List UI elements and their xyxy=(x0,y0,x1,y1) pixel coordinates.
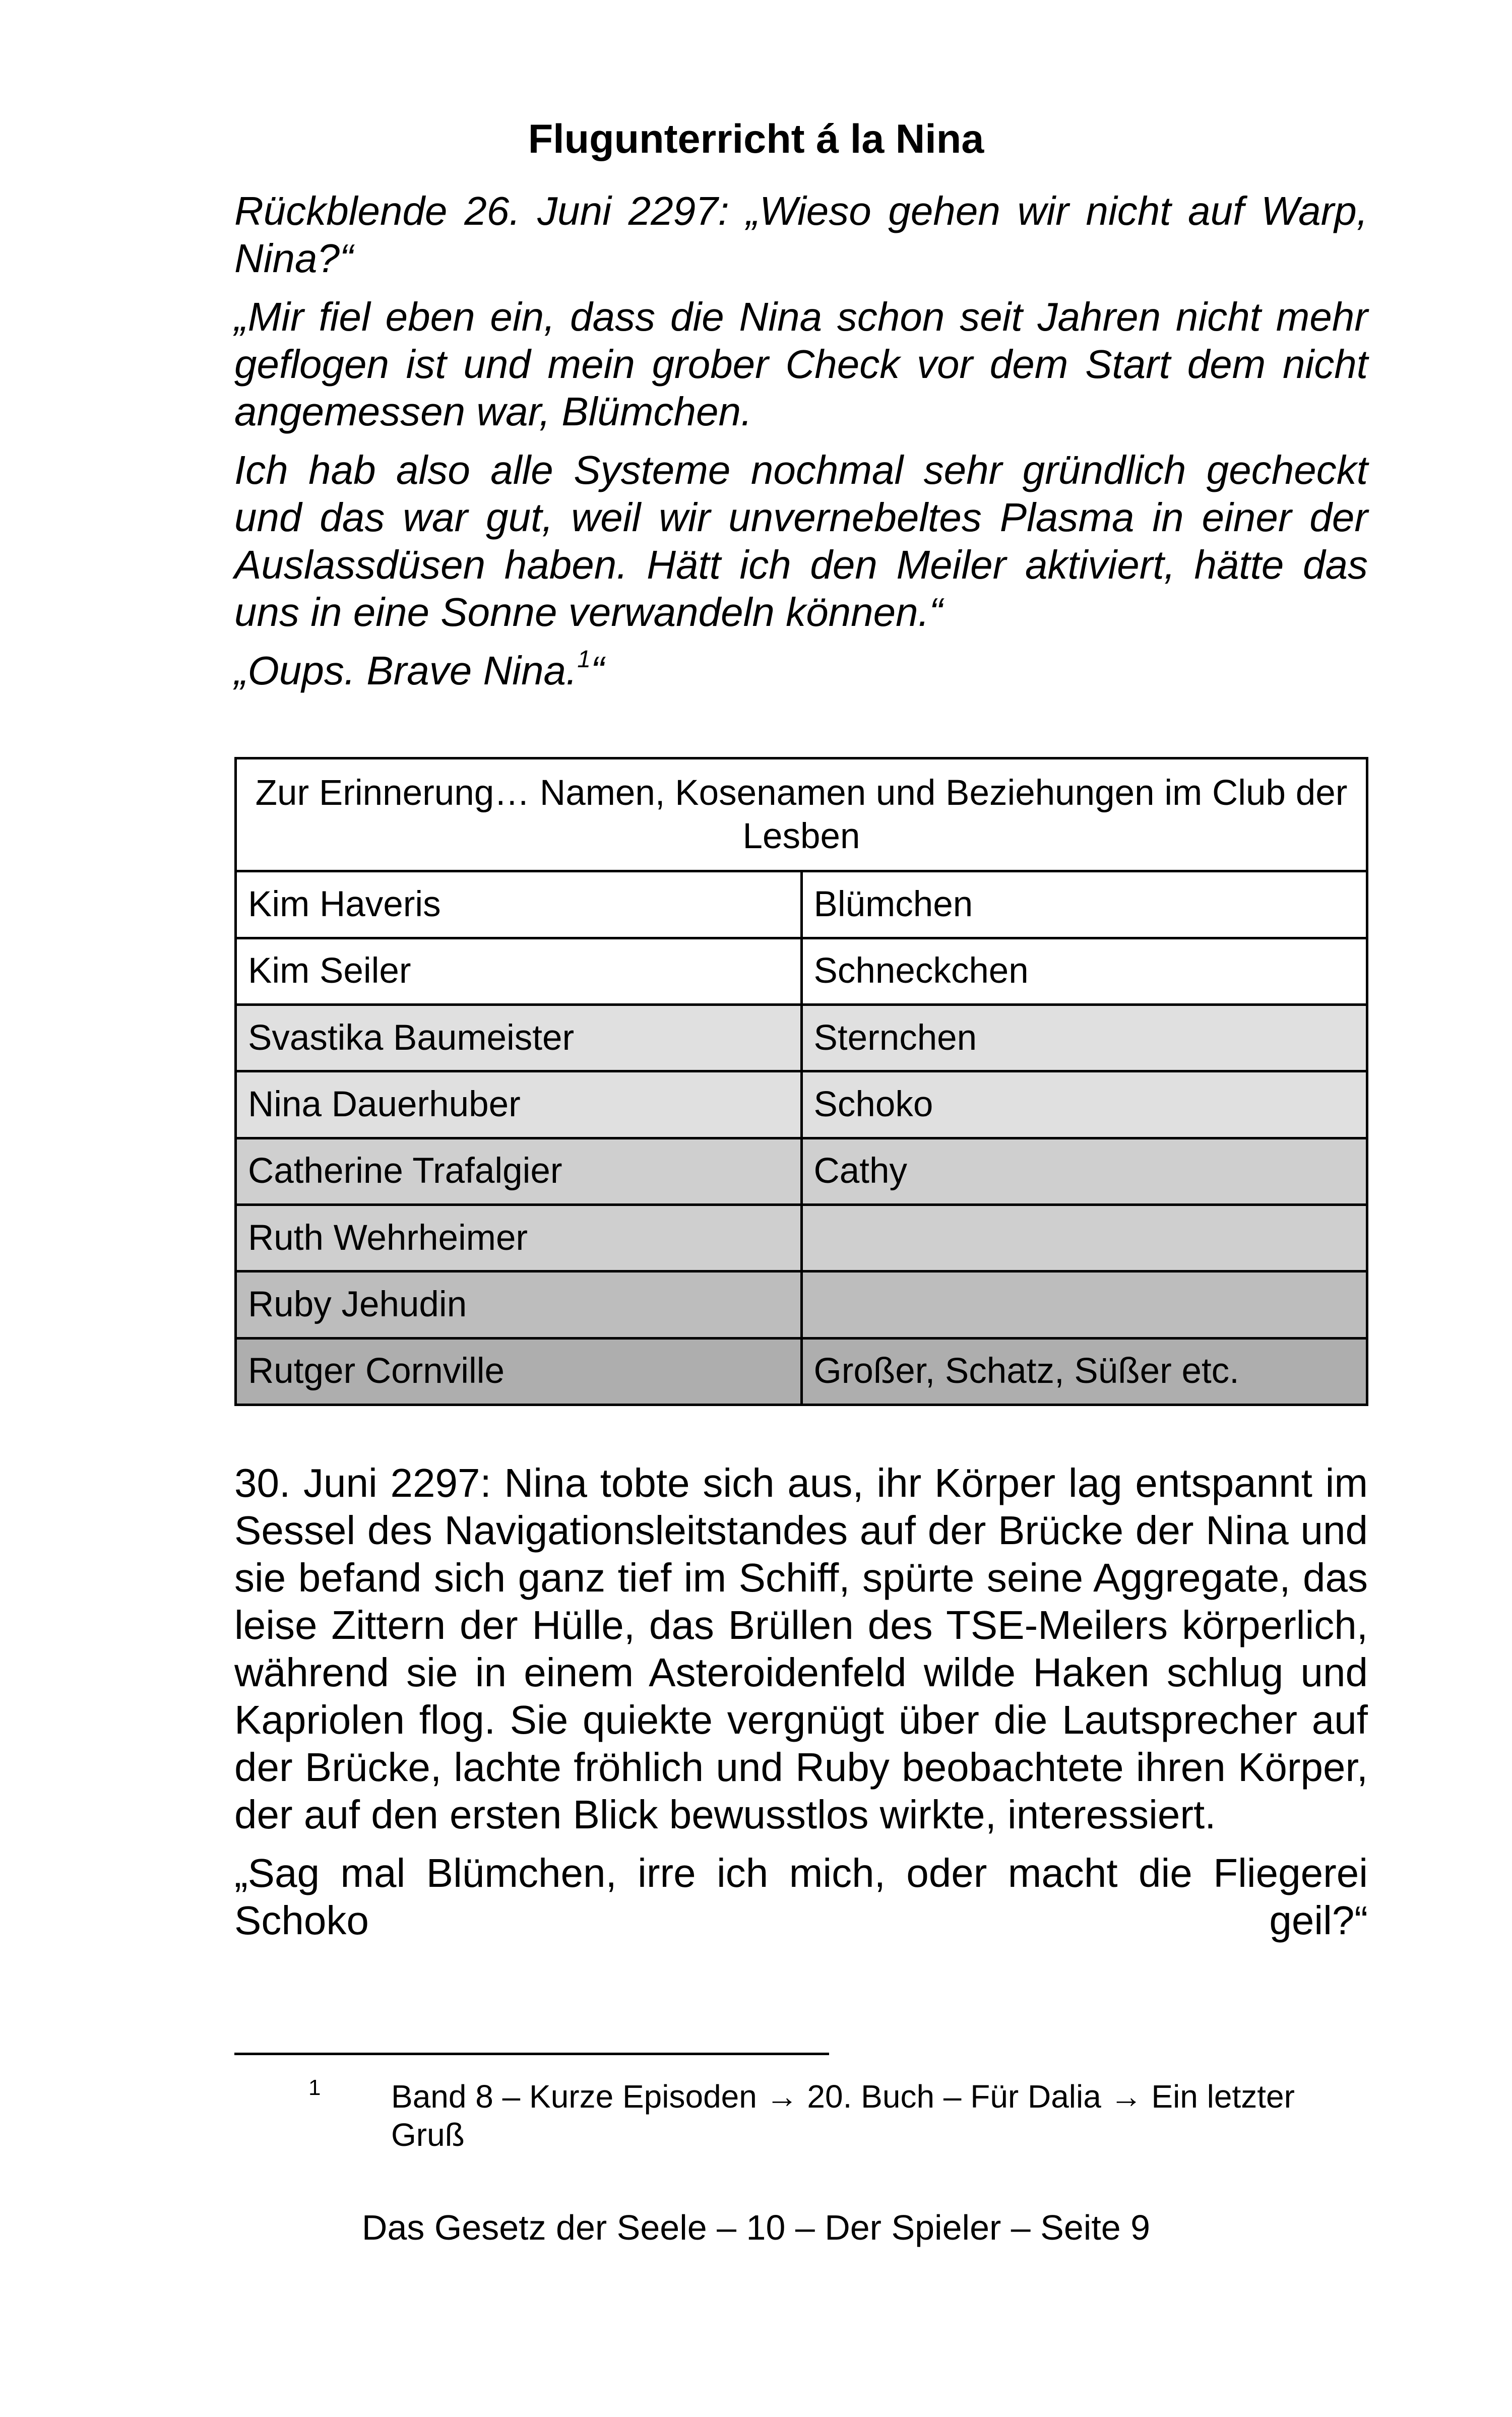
nickname-cell: Blümchen xyxy=(801,871,1367,938)
name-cell: Rutger Cornville xyxy=(236,1338,802,1405)
nickname-cell: Cathy xyxy=(801,1138,1367,1204)
name-cell: Catherine Trafalgier xyxy=(236,1138,802,1204)
nickname-cell: Schoko xyxy=(801,1071,1367,1138)
table-row xyxy=(236,1138,1367,1204)
nickname-cell: Sternchen xyxy=(801,1005,1367,1071)
intro-paragraph-1: Rückblende 26. Juni 2297: „Wieso gehen wir nicht auf Warp, Nina?“ xyxy=(234,188,1368,281)
table-row xyxy=(236,1005,1367,1071)
table-row xyxy=(236,1071,1367,1138)
nickname-cell: Schneckchen xyxy=(801,938,1367,1004)
intro-text xyxy=(234,187,1368,706)
name-cell: Ruby Jehudin xyxy=(236,1271,802,1338)
intro-paragraph-3: Ich hab also alle Systeme nochmal sehr gründlich gecheckt und das war gut, weil wir unvernebeltes Plasma in einer der Auslassdüsen haben. Hätt ich den Meiler aktiviert, hätte das uns in eine Sonne verwandeln können.“ xyxy=(234,448,1368,634)
table-row xyxy=(236,1204,1367,1271)
name-cell: Kim Seiler xyxy=(236,938,802,1004)
name-cell: Svastika Baumeister xyxy=(236,1005,802,1071)
table-header: Zur Erinnerung… Namen, Kosenamen und Beziehungen im Club der Lesben xyxy=(236,758,1367,871)
intro-quote-close: “ xyxy=(590,648,604,693)
table-row xyxy=(236,871,1367,938)
nickname-cell: Großer, Schatz, Süßer etc. xyxy=(801,1338,1367,1405)
footnote-divider xyxy=(234,2053,829,2055)
footnote-text: Band 8 – Kurze Episoden → 20. Buch – Für Dalia → Ein letzter Gruß xyxy=(391,2078,1295,2153)
page-footer: Das Gesetz der Seele – 10 – Der Spieler – Seite 9 xyxy=(361,2208,1151,2247)
table-row xyxy=(236,1271,1367,1338)
page-title: Flugunterricht á la Nina xyxy=(528,116,984,162)
intro-paragraph-2: „Mir fiel eben ein, dass die Nina schon seit Jahren nicht mehr geflogen ist und mein grober Check vor dem Start dem nicht angemessen war, Blümchen. xyxy=(234,294,1368,434)
body-paragraph-1: 30. Juni 2297: Nina tobte sich aus, ihr Körper lag entspannt im Sessel des Navigationsleitstandes auf der Brücke der Nina und sie befand sich ganz tief im Schiff, spürte seine Aggregate, das leise Zittern der Hülle, das Brüllen des TSE-Meilers körperlich, während sie in einem Asteroidenfeld wilde Haken schlug und Kapriolen flog. Sie quiekte vergnügt über die Lautsprecher auf der Brücke, lachte fröhlich und Ruby beobachtete ihren Körper, der auf den ersten Blick bewusstlos wirkte, interessiert. xyxy=(234,1460,1368,1837)
nickname-cell xyxy=(801,1204,1367,1271)
footnote-mark: 1 xyxy=(308,2075,321,2100)
name-cell: Ruth Wehrheimer xyxy=(236,1204,802,1271)
body-paragraph-2: „Sag mal Blümchen, irre ich mich, oder macht die Fliegerei Schoko geil?“ xyxy=(234,1851,1368,1943)
footnote-reference[interactable]: 1 xyxy=(577,646,591,673)
name-cell: Nina Dauerhuber xyxy=(236,1071,802,1138)
intro-paragraph-4 xyxy=(234,647,1368,694)
intro-quote: „Oups. Brave Nina. xyxy=(234,648,578,693)
name-cell: Kim Haveris xyxy=(236,871,802,938)
nickname-cell xyxy=(801,1271,1367,1338)
table-row xyxy=(236,938,1367,1004)
names-table xyxy=(234,757,1368,1406)
body-text xyxy=(234,1459,1368,1955)
table-row xyxy=(236,1338,1367,1405)
